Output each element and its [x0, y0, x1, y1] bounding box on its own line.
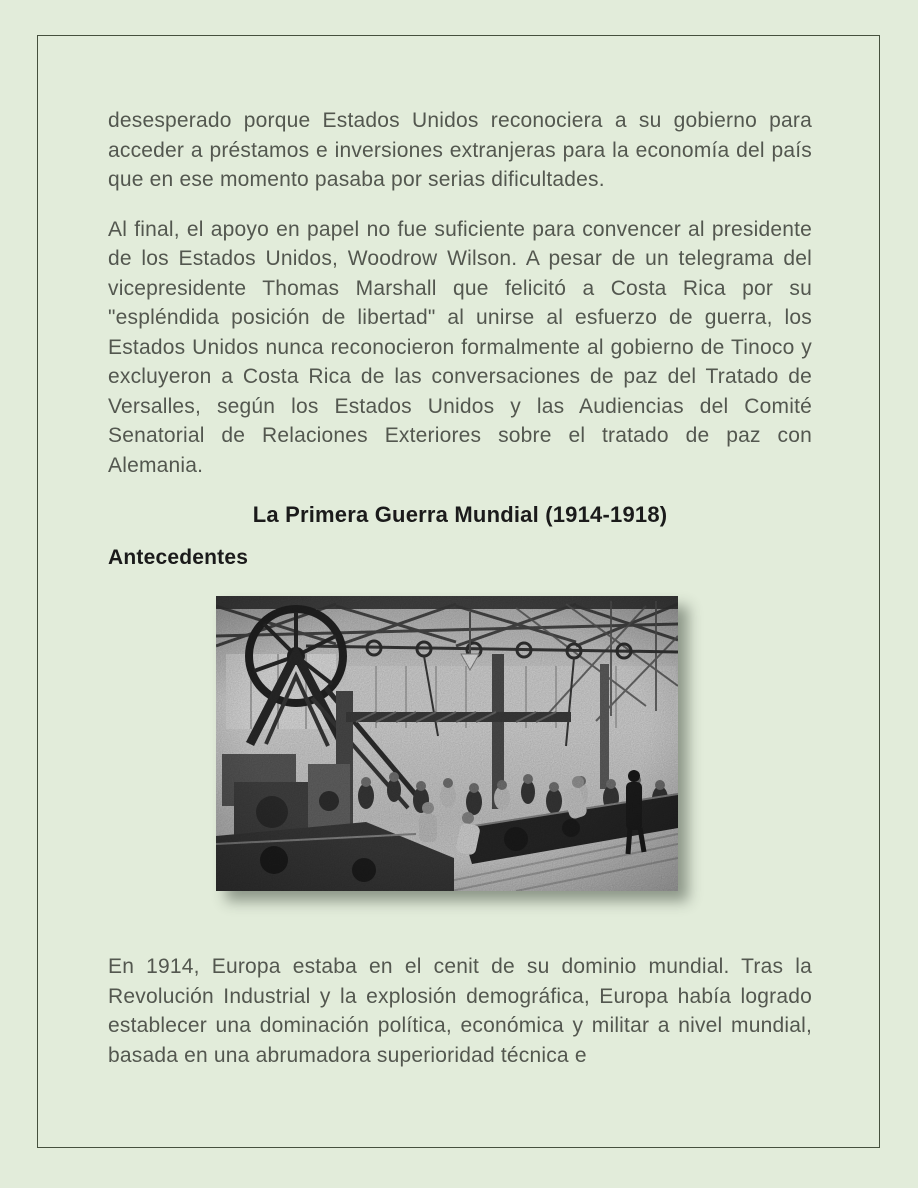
- paragraph-europe-1914: En 1914, Europa estaba en el cenit de su dominio mundial. Tras la Revolución Industrial y la explosión demográfica, Europa había logrado establecer una dominación política, económica y militar a nivel mundial, basada en una abrumadora superioridad técnica e: [108, 955, 812, 1067]
- factory-photo-illustration: [216, 596, 678, 891]
- section-heading-wwi: La Primera Guerra Mundial (1914-1918): [252, 502, 668, 527]
- factory-photo: [216, 596, 678, 891]
- page-content: [108, 106, 812, 1070]
- subsection-heading-antecedentes: Antecedentes: [108, 545, 249, 569]
- paragraph-tinoco-recognition: desesperado porque Estados Unidos reconociera a su gobierno para acceder a préstamos e inversiones extranjeras para la economía del país que en ese momento pasaba por serias dificultades.: [108, 109, 812, 191]
- paragraph-wilson-versailles: Al final, el apoyo en papel no fue suficiente para convencer al presidente de los Estados Unidos, Woodrow Wilson. A pesar de un telegrama del vicepresidente Thomas Marshall que felicitó a Costa Rica por su "espléndida posición de libertad" al unirse al esfuerzo de guerra, los Estados Unidos nunca reconocieron formalmente al gobierno de Tinoco y excluyeron a Costa Rica de las conversaciones de paz del Tratado de Versalles, según los Estados Unidos y las Audiencias del Comité Senatorial de Relaciones Exteriores sobre el tratado de paz con Alemania.: [108, 217, 812, 477]
